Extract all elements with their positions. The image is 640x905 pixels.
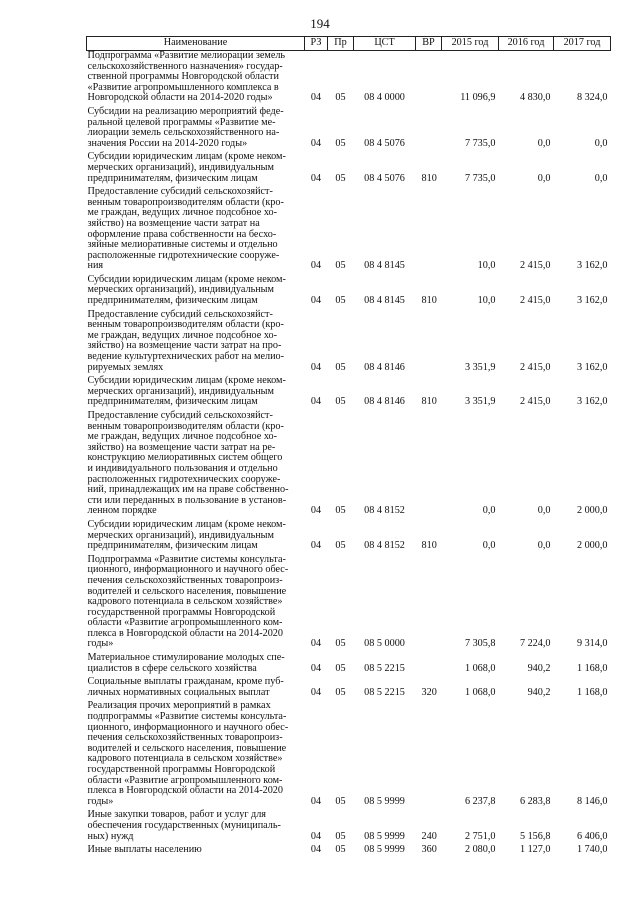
row-value-2016: 1 127,0 (519, 844, 551, 856)
row-name-line: рируемых землях (87, 361, 164, 373)
row-name (87, 376, 305, 411)
row-cst: 08 5 9999 (364, 830, 405, 842)
row-pr: 05 (335, 396, 346, 408)
row-rz: 04 (310, 638, 322, 650)
table-row (87, 376, 611, 411)
table-row (87, 520, 611, 555)
row-value-2017: 3 162,0 (576, 361, 608, 373)
row-rz: 04 (310, 92, 322, 104)
page-number: 194 (310, 16, 330, 31)
row-value-2016: 7 224,0 (519, 638, 551, 650)
table-row (87, 653, 611, 677)
row-value-2017: 1 168,0 (576, 662, 608, 674)
col-header-rz: РЗ (305, 37, 328, 51)
row-cst: 08 4 8152 (364, 505, 405, 517)
row-name-line: венным товаропроизводителям области (кро- (87, 196, 284, 208)
row-name-line: ленном порядке (87, 505, 157, 517)
row-cst: 08 5 2215 (364, 686, 405, 698)
row-name-line: Социальные выплаты гражданам, кроме пуб- (87, 676, 284, 688)
row-value-2016: 2 415,0 (519, 295, 551, 307)
row-vr: 240 (421, 830, 437, 842)
row-name-line: сельскохозяйственного назначения» государ- (87, 60, 283, 72)
row-name-line: Предоставление субсидий сельскохозяйст- (87, 308, 273, 320)
row-cst: 08 4 8152 (364, 540, 405, 552)
table-row (87, 310, 611, 377)
row-value-2015: 11 096,9 (460, 92, 496, 104)
row-rz: 04 (310, 540, 322, 552)
row-name-line: плекса в Новгородской области на 2014-2020 (87, 627, 283, 639)
row-name-line: расположенные гидротехнические сооруже- (87, 249, 280, 261)
col-header-2017: 2017 год (554, 37, 611, 51)
row-cst: 08 4 8145 (364, 295, 405, 307)
row-vr (416, 51, 442, 107)
row-name-line: печения сельскохозяйственных товаропроиз- (87, 732, 283, 744)
row-name-line: Подпрограмма «Развитие системы консульта- (87, 553, 286, 565)
row-value-2016: 2 415,0 (519, 260, 551, 272)
col-header-2015: 2015 год (442, 37, 499, 51)
row-rz: 04 (310, 172, 322, 184)
row-name-line: Субсидии юридическим лицам (кроме неком- (87, 273, 286, 285)
row-name-line: Подпрограмма «Развитие мелиорации земель (87, 50, 286, 61)
table-row (87, 555, 611, 653)
row-rz: 04 (310, 137, 322, 149)
row-name (87, 275, 305, 310)
row-rz: 04 (310, 662, 322, 674)
row-vr: 810 (421, 172, 437, 184)
row-vr (416, 555, 442, 653)
row-cst: 08 4 8146 (364, 361, 405, 373)
row-name-line: зяйство) на возмещение части затрат на про- (87, 340, 282, 352)
row-name-line: зяйство) на возмещение части затрат на ре- (87, 441, 276, 453)
row-rz: 04 (310, 795, 322, 807)
row-value-2017: 3 162,0 (576, 396, 608, 408)
row-name-line: ведение культуртехнических работ на мелио- (87, 351, 285, 363)
table-row (87, 107, 611, 152)
row-name (87, 677, 305, 701)
row-name-line: годы» (87, 638, 114, 650)
table-row (87, 411, 611, 520)
row-name-line: личных нормативных социальных выплат (87, 686, 270, 698)
row-name-line: кадрового потенциала в сельском хозяйстве» (87, 596, 283, 608)
row-cst: 08 4 8145 (364, 260, 405, 272)
row-rz: 04 (310, 361, 322, 373)
row-value-2015: 3 351,9 (464, 396, 496, 408)
row-value-2015: 10,0 (477, 260, 496, 272)
col-header-pr: Пр (328, 37, 354, 51)
row-value-2015: 1 068,0 (464, 686, 496, 698)
row-cst: 08 4 5076 (364, 137, 405, 149)
row-rz: 04 (310, 505, 322, 517)
row-value-2015: 7 735,0 (464, 172, 496, 184)
row-value-2015: 7 735,0 (464, 137, 496, 149)
row-name-line: предпринимателям, физическим лицам (87, 295, 258, 307)
row-value-2016: 2 415,0 (519, 396, 551, 408)
row-name-line: ния (87, 260, 104, 272)
row-name-line: плекса в Новгородской области на 2014-2020 (87, 785, 283, 797)
row-name-line: Субсидии на реализацию мероприятий феде- (87, 105, 284, 117)
row-name-line: Иные выплаты населению (87, 844, 202, 856)
row-name-line: ме граждан, ведущих личное подсобное хо- (87, 329, 278, 341)
row-vr (416, 107, 442, 152)
table-row (87, 51, 611, 107)
row-name-line: расположенных гидротехнических сооруже- (87, 473, 281, 485)
col-header-cst: ЦСТ (354, 37, 416, 51)
row-vr (416, 653, 442, 677)
row-name-line: ральной целевой программы «Развитие ме- (87, 116, 276, 128)
table-body (87, 51, 611, 859)
table-row (87, 845, 611, 859)
row-value-2016: 0,0 (537, 137, 551, 149)
row-value-2017: 3 162,0 (576, 295, 608, 307)
row-value-2016: 4 830,0 (519, 92, 551, 104)
row-value-2017: 0,0 (594, 172, 608, 184)
row-value-2015: 6 237,8 (464, 795, 496, 807)
row-rz: 04 (310, 260, 322, 272)
row-value-2017: 8 324,0 (576, 92, 608, 104)
budget-table (86, 36, 611, 859)
row-cst: 08 4 5076 (364, 172, 405, 184)
row-rz: 04 (310, 686, 322, 698)
row-name-line: лиорации земель сельскохозяйственного на- (87, 127, 280, 139)
row-cst: 08 5 9999 (364, 795, 405, 807)
row-rz: 04 (310, 830, 322, 842)
row-name (87, 845, 305, 859)
row-vr: 360 (421, 844, 437, 856)
row-name-line: мерческих организаций), индивидуальным (87, 385, 274, 397)
row-vr (416, 701, 442, 810)
row-vr (416, 411, 442, 520)
row-cst: 08 5 2215 (364, 662, 405, 674)
row-pr: 05 (335, 540, 346, 552)
row-name-line: ме граждан, ведущих личное подсобное хо- (87, 431, 278, 443)
row-value-2017: 0,0 (594, 137, 608, 149)
row-name-line: мерческих организаций), индивидуальным (87, 284, 274, 296)
row-name-line: предпринимателям, физическим лицам (87, 540, 258, 552)
row-cst: 08 5 0000 (364, 638, 405, 650)
row-vr (416, 310, 442, 377)
row-name-line: ме граждан, ведущих личное подсобное хо- (87, 207, 278, 219)
row-vr: 810 (421, 540, 437, 552)
row-name-line: обеспечения государственных (муниципаль- (87, 819, 281, 831)
row-value-2016: 0,0 (537, 172, 551, 184)
row-value-2016: 2 415,0 (519, 361, 551, 373)
row-name (87, 810, 305, 845)
row-name-line: водителей и сельского населения, повышение (87, 742, 287, 754)
row-name-line: венным товаропроизводителям области (кро- (87, 420, 284, 432)
row-name-line: венным товаропроизводителям области (кро- (87, 319, 284, 331)
row-name-line: циалистов в сфере сельского хозяйства (87, 662, 257, 674)
row-value-2017: 2 000,0 (576, 505, 608, 517)
row-value-2015: 0,0 (482, 505, 496, 517)
row-value-2016: 0,0 (537, 505, 551, 517)
row-name (87, 411, 305, 520)
row-vr (416, 187, 442, 275)
col-header-name: Наименование (87, 37, 305, 51)
table-header (87, 37, 611, 51)
row-value-2017: 8 146,0 (576, 795, 608, 807)
row-name-line: Предоставление субсидий сельскохозяйст- (87, 186, 273, 198)
row-name-line: печения сельскохозяйственных товаропроиз- (87, 574, 283, 586)
row-name (87, 107, 305, 152)
row-value-2015: 3 351,9 (464, 361, 496, 373)
row-value-2015: 2 080,0 (464, 844, 496, 856)
row-name-line: «Развитие агропромышленного комплекса в (87, 81, 279, 93)
row-name (87, 152, 305, 187)
row-name-line: области «Развитие агропромышленного ком- (87, 774, 283, 786)
row-name-line: зяйные мелиоративные системы и отдельно (87, 239, 278, 251)
row-name-line: водителей и сельского населения, повышение (87, 585, 287, 597)
row-name-line: Предоставление субсидий сельскохозяйст- (87, 410, 273, 421)
row-name-line: Субсидии юридическим лицам (кроме неком- (87, 518, 286, 530)
row-name-line: государственной программы Новгородской (87, 606, 276, 618)
row-value-2015: 7 305,8 (464, 638, 496, 650)
row-cst: 08 5 9999 (364, 844, 405, 856)
row-name-line: мерческих организаций), индивидуальным (87, 161, 274, 173)
row-name-line: области «Развитие агропромышленного ком- (87, 617, 283, 629)
row-rz: 04 (310, 844, 322, 856)
row-value-2017: 6 406,0 (576, 830, 608, 842)
row-rz: 04 (310, 295, 322, 307)
row-value-2017: 3 162,0 (576, 260, 608, 272)
row-name-line: сти или переданных в пользование в установ- (87, 494, 287, 506)
row-value-2017: 9 314,0 (576, 638, 608, 650)
row-name (87, 701, 305, 810)
row-name-line: ний, принадлежащих им на праве собственно- (87, 484, 289, 496)
row-pr: 05 (335, 505, 346, 517)
row-vr: 810 (421, 396, 437, 408)
row-name-line: ственной программы Новгородской области (87, 71, 279, 83)
row-name-line: значения России на 2014-2020 годы» (87, 137, 248, 149)
table-row (87, 152, 611, 187)
row-value-2015: 1 068,0 (464, 662, 496, 674)
row-name-line: ционного, информационного и научного обес- (87, 721, 289, 733)
row-name (87, 555, 305, 653)
row-name-line: конструкцию мелиоративных систем общего (87, 452, 283, 464)
row-value-2017: 1 168,0 (576, 686, 608, 698)
row-cst: 08 4 0000 (364, 92, 405, 104)
row-value-2016: 6 283,8 (519, 795, 551, 807)
col-header-vr: ВР (416, 37, 442, 51)
row-name-line: ных) нужд (87, 830, 134, 842)
table-row (87, 275, 611, 310)
row-pr: 05 (335, 92, 346, 104)
row-name-line: годы» (87, 795, 114, 807)
row-pr: 05 (335, 686, 346, 698)
row-pr: 05 (335, 638, 346, 650)
row-value-2016: 0,0 (537, 540, 551, 552)
row-value-2017: 2 000,0 (576, 540, 608, 552)
row-pr: 05 (335, 137, 346, 149)
row-vr: 810 (421, 295, 437, 307)
row-name-line: Реализация прочих мероприятий в рамках (87, 700, 271, 712)
row-name (87, 51, 305, 107)
row-pr: 05 (335, 795, 346, 807)
row-name-line: государственной программы Новгородской (87, 764, 276, 775)
row-value-2016: 5 156,8 (519, 830, 551, 842)
row-name-line: предпринимателям, физическим лицам (87, 396, 258, 408)
row-value-2016: 940,2 (527, 686, 551, 698)
row-pr: 05 (335, 361, 346, 373)
table-row (87, 187, 611, 275)
col-header-2016: 2016 год (499, 37, 554, 51)
row-name-line: и индивидуального пользования и отдельно (87, 462, 278, 474)
row-pr: 05 (335, 830, 346, 842)
row-name-line: зяйство) на возмещение части затрат на (87, 217, 260, 229)
row-value-2015: 2 751,0 (464, 830, 496, 842)
row-name-line: Субсидии юридическим лицам (кроме неком- (87, 151, 286, 163)
row-pr: 05 (335, 662, 346, 674)
row-name-line: Материальное стимулирование молодых спе- (87, 652, 285, 664)
row-value-2017: 1 740,0 (576, 844, 608, 856)
row-value-2015: 10,0 (477, 295, 496, 307)
table-row (87, 810, 611, 845)
row-name-line: кадрового потенциала в сельском хозяйстве» (87, 753, 283, 765)
row-cst: 08 4 8146 (364, 396, 405, 408)
row-rz: 04 (310, 396, 322, 408)
table-row (87, 677, 611, 701)
row-name-line: мерческих организаций), индивидуальным (87, 529, 274, 541)
row-value-2015: 0,0 (482, 540, 496, 552)
row-name (87, 520, 305, 555)
row-name-line: Иные закупки товаров, работ и услуг для (87, 809, 266, 821)
row-pr: 05 (335, 172, 346, 184)
row-name-line: ционного, информационного и научного обес- (87, 564, 289, 576)
row-name (87, 310, 305, 377)
row-name (87, 187, 305, 275)
row-pr: 05 (335, 844, 346, 856)
row-pr: 05 (335, 260, 346, 272)
row-name-line: Новгородской области на 2014-2020 годы» (87, 92, 273, 104)
table-row (87, 701, 611, 810)
row-vr: 320 (421, 686, 437, 698)
row-name-line: Субсидии юридическим лицам (кроме неком- (87, 375, 286, 387)
row-name-line: предпринимателям, физическим лицам (87, 172, 258, 184)
row-value-2016: 940,2 (527, 662, 551, 674)
row-name-line: оформление права собственности на бесхо- (87, 228, 277, 240)
row-pr: 05 (335, 295, 346, 307)
row-name (87, 653, 305, 677)
row-name-line: подпрограммы «Развитие системы консульта- (87, 711, 287, 723)
